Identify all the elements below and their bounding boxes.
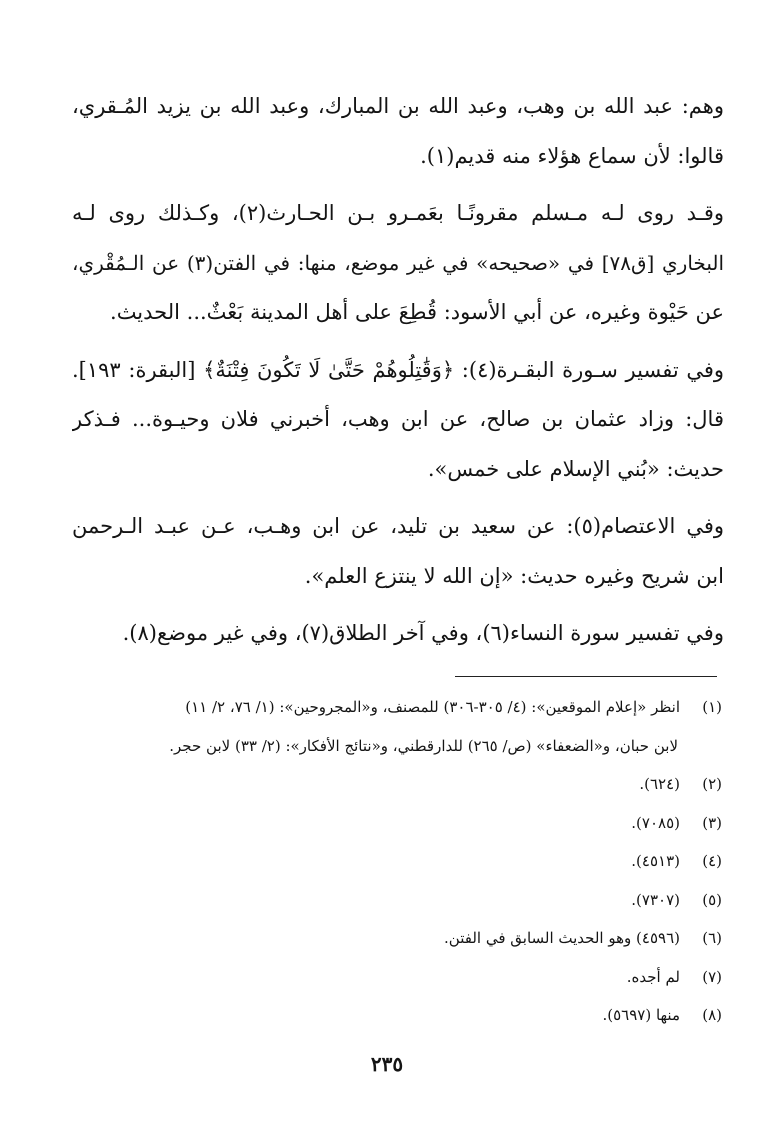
footnote-2 — [70, 765, 722, 804]
footnote-7 — [70, 958, 722, 997]
text-line: وهم: عبد الله بن وهب، وعبد الله بن المبارك، وعبد الله بن يزيد المُـقري، — [72, 94, 724, 118]
footnote-6 — [70, 919, 722, 958]
footnote-number: (٥) — [702, 890, 722, 909]
footnote-text: (٤٥١٣). — [631, 852, 680, 870]
footnote-number: (٢) — [702, 775, 722, 793]
text-line: حديث: «بُني الإسلام على خمس». — [427, 456, 724, 481]
footnote-text: (٧٠٨٥). — [631, 813, 680, 832]
main-text — [72, 82, 724, 659]
footnote-number: (٦) — [702, 929, 722, 947]
footnote-8 — [70, 996, 722, 1035]
text-line: وفي الاعتصام(٥): عن سعيد بن تليد، عن ابن وهـب، عـن عبـد الـرحمن — [72, 514, 724, 538]
footnote-number: (١) — [702, 698, 722, 716]
text-line: قال: وزاد عثمان بن صالح، عن ابن وهب، أخبرني فلان وحيـوة... فـذكر — [72, 407, 724, 431]
footnote-text: (٧٣٠٧). — [631, 890, 680, 909]
text-line: وفي تفسير سورة النساء(٦)، وفي آخر الطلاق(٧)، وفي غير موضع(٨). — [122, 621, 724, 645]
text-line: ابن شريح وغيره حديث: «إن الله لا ينتزع العلم». — [304, 563, 724, 588]
paragraph-5 — [72, 609, 724, 659]
text-line: وفي تفسير سـورة البقـرة(٤): ﴿وَقَٰتِلُوهُمْ حَتَّىٰ لَا تَكُونَ فِتْنَةٌ﴾ [البقرة: ١٩٣]. — [72, 357, 724, 382]
footnote-text: لم أجده. — [626, 967, 680, 986]
paragraph-2 — [72, 189, 724, 338]
footnote-number: (٧) — [702, 967, 722, 986]
footnote-number: (٨) — [702, 1006, 722, 1024]
footnote-text: انظر «إعلام الموقعين»: (٤/ ٣٠٥-٣٠٦) للمصنف، و«المجروحين»: (١/ ٧٦، ٢/ ١١) — [185, 698, 680, 716]
paragraph-1 — [72, 82, 724, 181]
text-line: قالوا: لأن سماع هؤلاء منه قديم(١). — [420, 143, 724, 168]
text-line: عن حَيْوة وغيره، عن أبي الأسود: قُطِعَ على أهل المدينة بَعْثٌ... الحديث. — [110, 300, 724, 324]
footnote-1-continuation — [70, 727, 722, 766]
paragraph-4 — [72, 502, 724, 601]
footnote-text: (٦٢٤). — [639, 775, 680, 793]
footnote-text: منها (٥٦٩٧). — [602, 1006, 680, 1024]
footnote-text: لابن حبان، و«الضعفاء» (ص/ ٢٦٥) للدارقطني، و«نتائج الأفكار»: (٢/ ٣٣) لابن حجر. — [169, 736, 678, 755]
footnotes — [70, 688, 722, 1035]
footnote-number: (٤) — [702, 852, 722, 870]
page-number: ٢٣٥ — [370, 1052, 404, 1076]
footnote-5 — [70, 881, 722, 920]
footnote-1 — [70, 688, 722, 727]
footnote-4 — [70, 842, 722, 881]
footnote-number: (٣) — [702, 813, 722, 832]
paragraph-3 — [72, 346, 724, 495]
footnote-3 — [70, 804, 722, 843]
footnote-text: (٤٥٩٦) وهو الحديث السابق في الفتن. — [444, 929, 680, 947]
text-line: وقـد روى لـه مـسلم مقرونًـا بعَمـرو بـن الحـارث(٢)، وكـذلك روى لـه — [72, 201, 724, 225]
footnote-divider — [455, 676, 717, 677]
text-line: البخاري [ق٧٨] في «صحيحه» في غير موضع، منها: في الفتن(٣) عن الـمُقْري، — [72, 250, 724, 275]
